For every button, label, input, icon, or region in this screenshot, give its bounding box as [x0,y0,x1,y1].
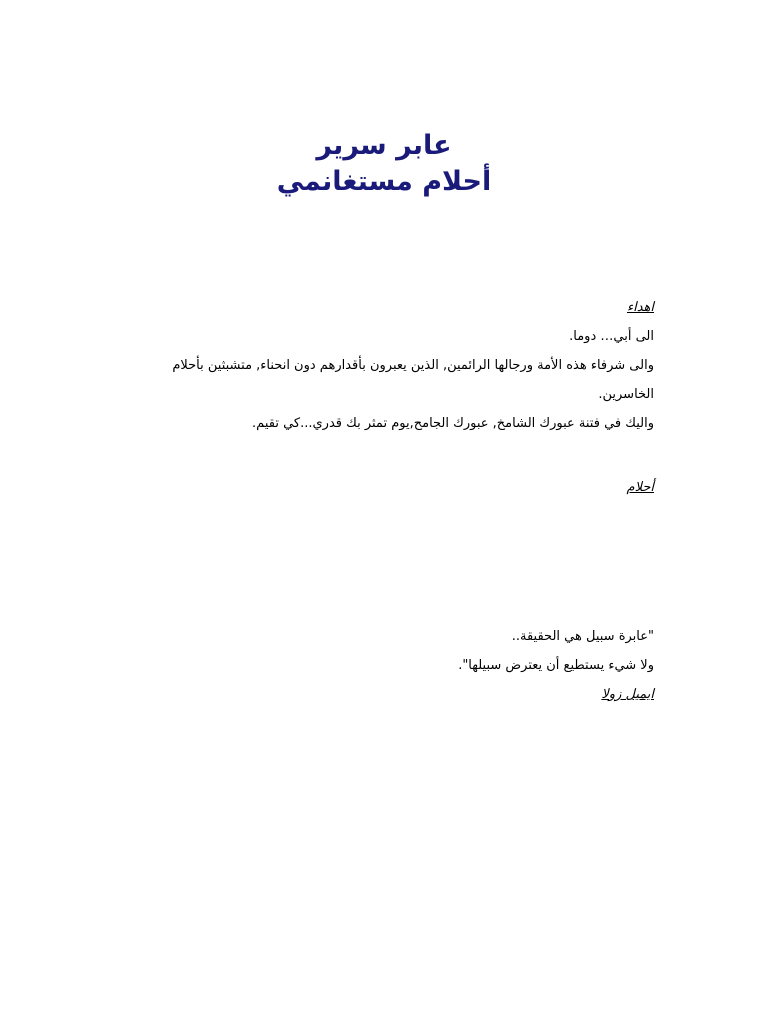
dedication-line: والى شرفاء هذه الأمة ورجالها الرائمين, الذين يعبرون بأقدارهم دون انحناء, متشبثين بأحلام [172,358,654,373]
book-title: عابر سرير [316,130,452,161]
epigraph-line: "عابرة سبيل هي الحقيقة.. [511,629,654,644]
title-block [0,128,768,200]
dedication-line: الخاسرين. [598,387,654,402]
epigraph-section [114,622,654,709]
author-name: أحلام مستغانمي [276,166,492,197]
dedication-signature: أحلام [626,480,654,495]
epigraph-author: ايميل زولا [601,687,654,702]
dedication-section [114,293,654,438]
dedication-line: الى أبي… دوما. [569,329,654,344]
epigraph-line: ولا شيء يستطيع أن يعترض سبيلها". [458,658,654,673]
dedication-line: واليك في فتنة عبورك الشامخ, عبورك الجامح,يوم تمثر بك قدري...كي تقيم. [252,416,654,431]
dedication-heading: اهداء [626,300,654,315]
signature-section [114,473,654,502]
